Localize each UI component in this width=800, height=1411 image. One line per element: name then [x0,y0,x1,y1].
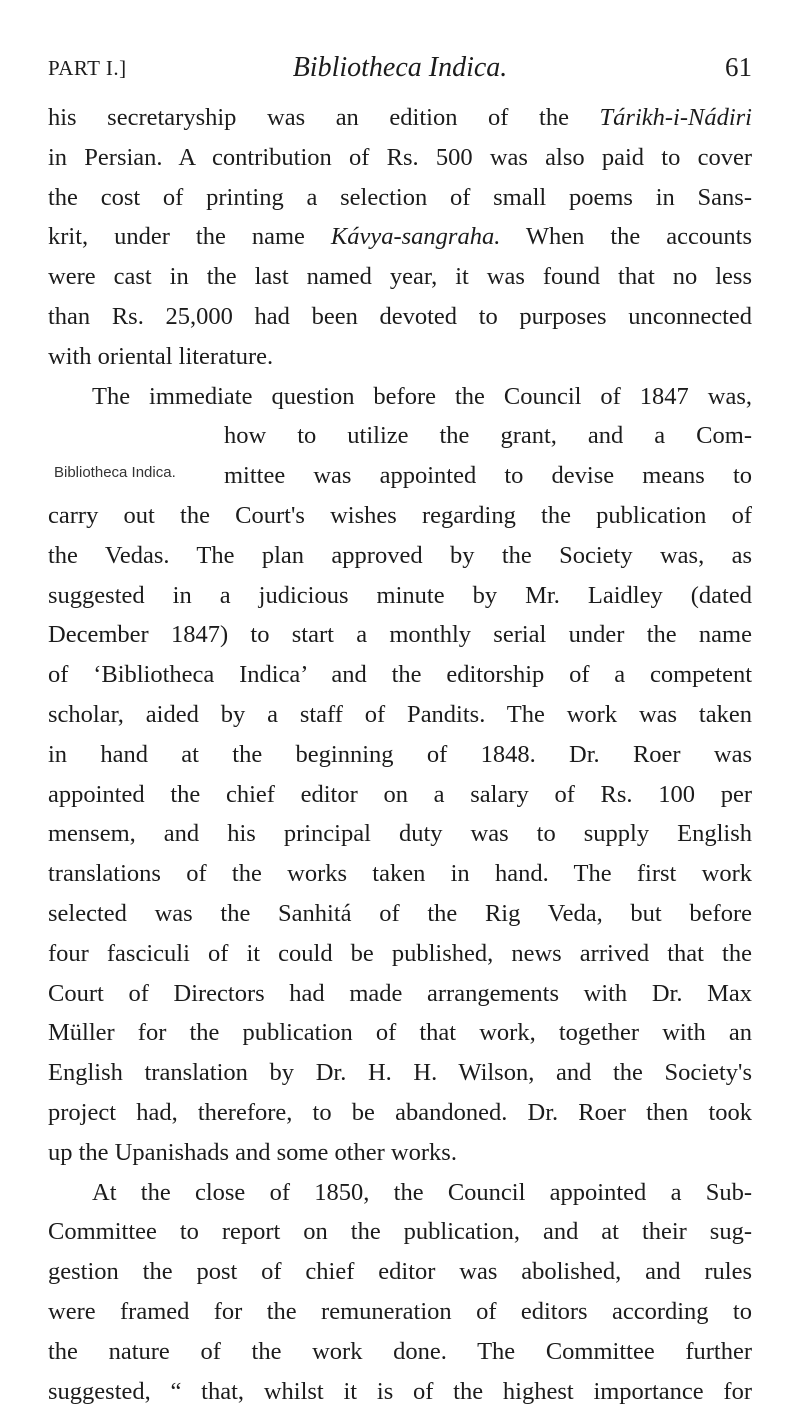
text-line: than Rs. 25,000 had been devoted to purposes unconnected [48,297,752,337]
text-line: At the close of 1850, the Council appointed a Sub- [48,1173,752,1213]
page-number: 61 [725,52,752,83]
text-line: project had, therefore, to be abandoned. Dr. Roer then took [48,1093,752,1133]
text-line: The immediate question before the Council of 1847 was, [48,377,752,417]
text-line: December 1847) to start a monthly serial under the name [48,615,752,655]
text-line: mensem, and his principal duty was to supply English [48,814,752,854]
text-line: gestion the post of chief editor was abolished, and rules [48,1252,752,1292]
text-line: in Persian. A contribution of Rs. 500 was also paid to cover [48,138,752,178]
text-line: translations of the works taken in hand. The first work [48,854,752,894]
text-line: Committee to report on the publication, and at their sug- [48,1212,752,1252]
part-label: PART I.] [48,56,127,81]
text-line: Court of Directors had made arrangements with Dr. Max [48,974,752,1014]
text-line: suggested, “ that, whilst it is of the highest importance for [48,1372,752,1411]
text-line: scholar, aided by a staff of Pandits. The work was taken [48,695,752,735]
text-line: with oriental literature. [48,337,752,377]
text-line: up the Upanishads and some other works. [48,1133,752,1173]
text-line: four fasciculi of it could be published, news arrived that the [48,934,752,974]
text-line: Müller for the publication of that work, together with an [48,1013,752,1053]
text-line: in hand at the beginning of 1848. Dr. Roer was [48,735,752,775]
text-line: English translation by Dr. H. H. Wilson, and the Society's [48,1053,752,1093]
text-line: his secretaryship was an edition of the Tárikh-i-Nádiri [48,98,752,138]
margin-note: Bibliotheca Indica. [54,464,176,481]
text-line: carry out the Court's wishes regarding the publication of [48,496,752,536]
running-head [48,50,752,92]
text-line: selected was the Sanhitá of the Rig Veda, but before [48,894,752,934]
text-line: krit, under the name Kávya-sangraha. When the accounts [48,217,752,257]
text-line: appointed the chief editor on a salary of Rs. 100 per [48,775,752,815]
text-line: the Vedas. The plan approved by the Society was, as [48,536,752,576]
text-line: were framed for the remuneration of editors according to [48,1292,752,1332]
text-line: the cost of printing a selection of small poems in Sans- [48,178,752,218]
text-line: were cast in the last named year, it was found that no less [48,257,752,297]
text-line: of ‘Bibliotheca Indica’ and the editorship of a competent [48,655,752,695]
text-line: how to utilize the grant, and a Com- [48,416,752,456]
text-line: suggested in a judicious minute by Mr. Laidley (dated [48,576,752,616]
body-text [48,98,752,1411]
text-line: the nature of the work done. The Committee further [48,1332,752,1372]
text-line: mittee was appointed to devise means to [48,456,752,496]
book-title: Bibliotheca Indica. [48,52,752,84]
